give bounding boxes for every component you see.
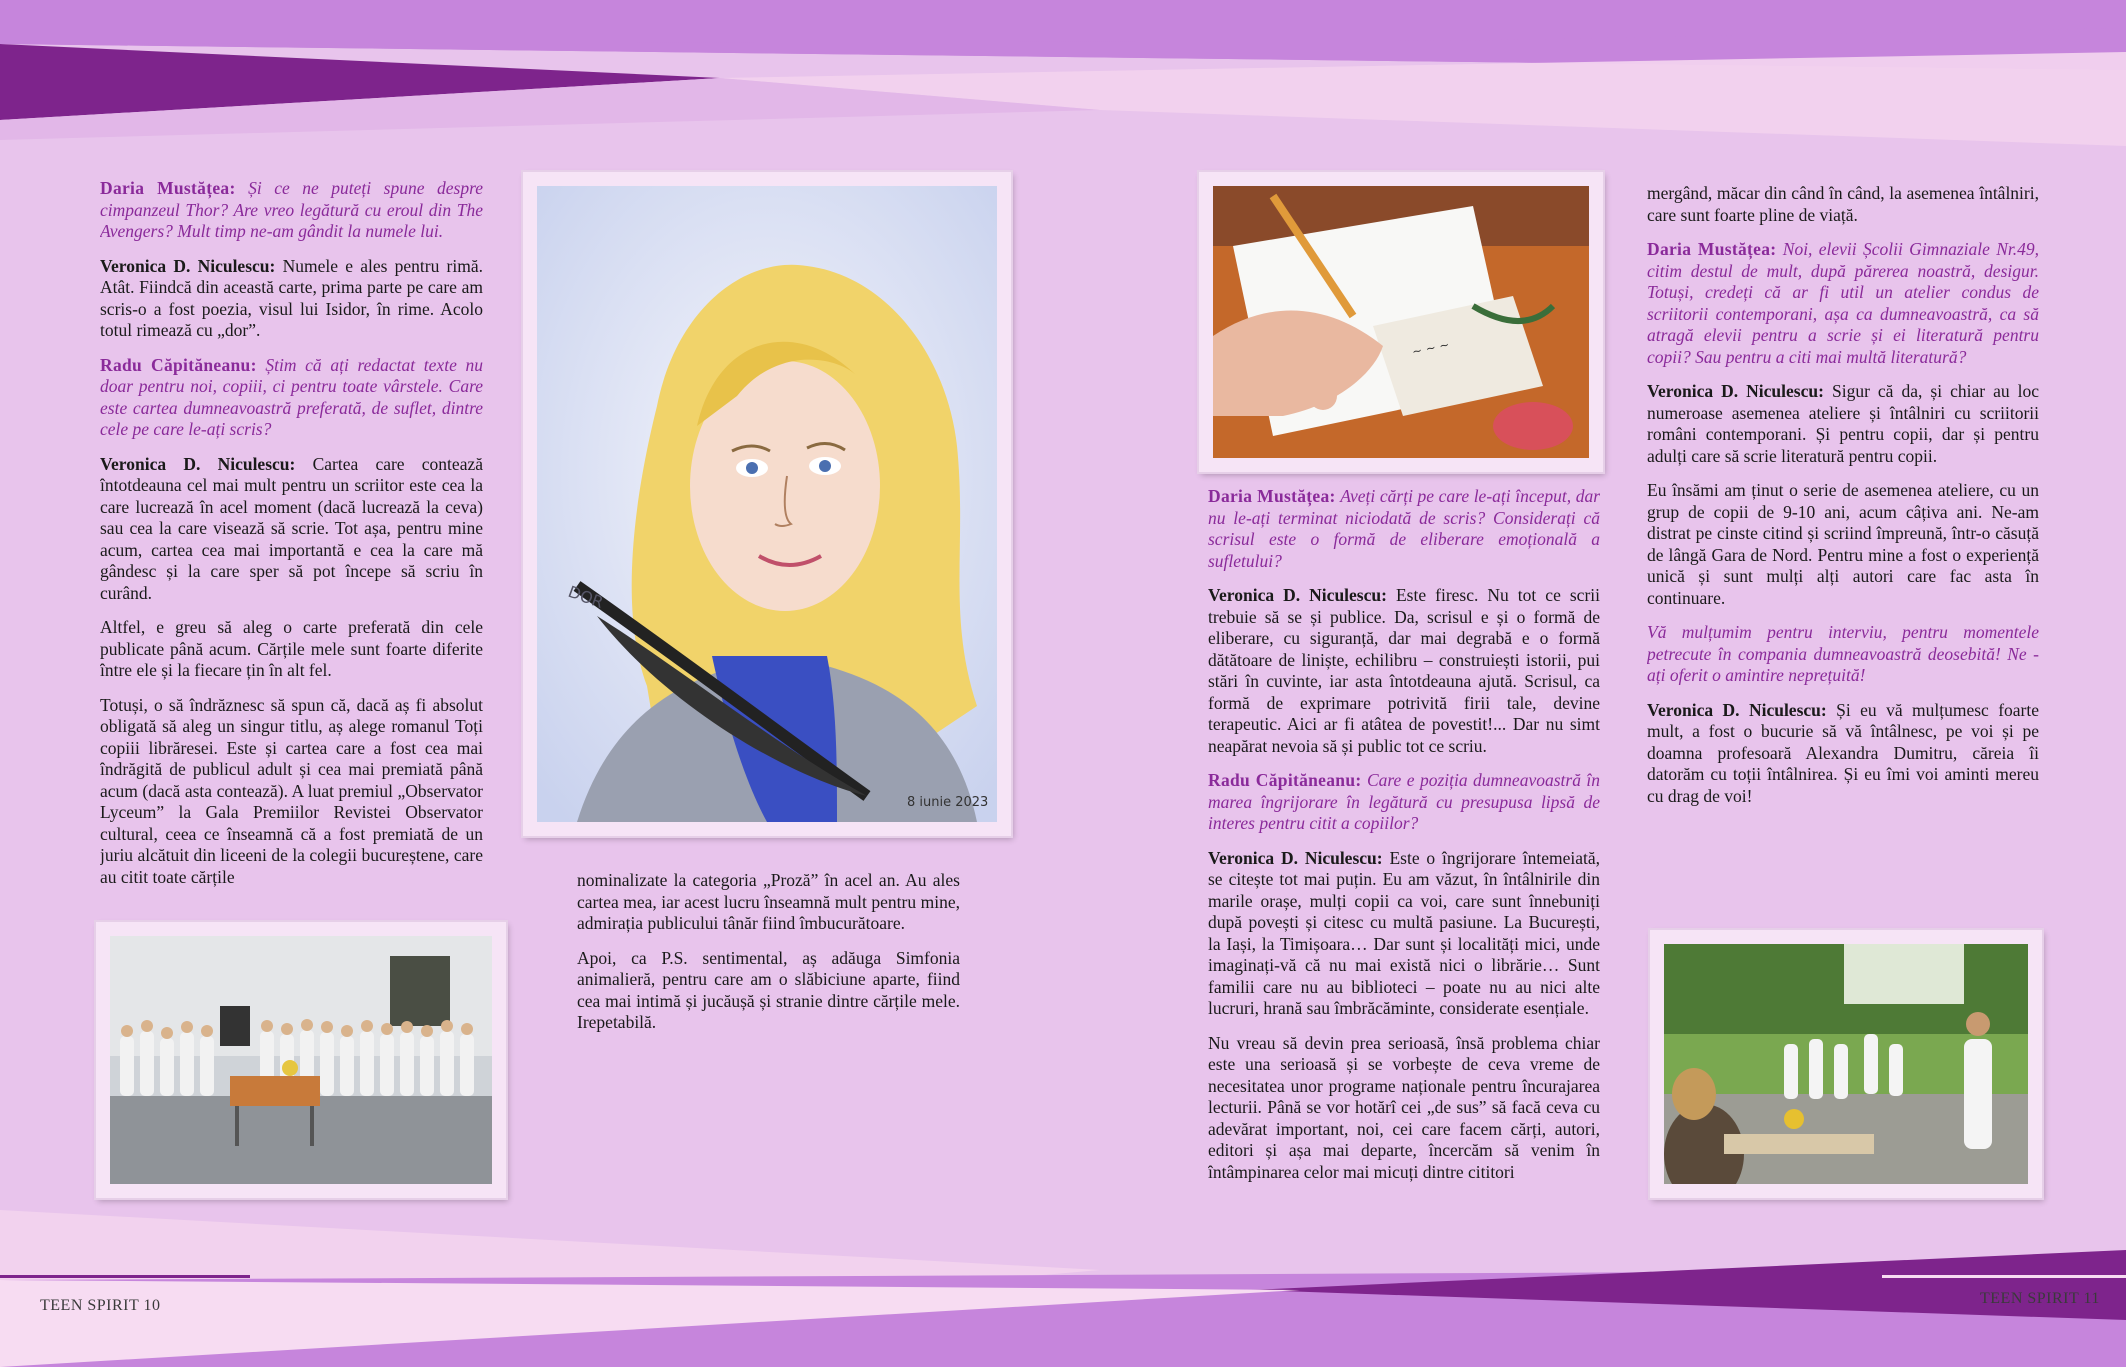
page-number-left: TEEN SPIRIT 10 <box>40 1297 161 1314</box>
paragraph-text: Eu însămi am ținut o serie de asemenea ateliere, cu un grup de copii de 9-10 ani, acum câțiva ani. Ne-am distrat pe cinste citind și scriind împreună, într-o căsuță de lângă Gara de Nord. Pentru mine a fost o experiență unică și sunt mulți alți autori care fac asta în continuare. <box>1647 480 2039 608</box>
speaker-name: Daria Mustățea: <box>1208 486 1336 506</box>
outdoor-event-photo <box>1664 944 2028 1184</box>
interview-question <box>1647 239 2039 368</box>
portrait-drawing-frame <box>523 172 1011 836</box>
interview-answer <box>1208 585 1600 757</box>
outdoor-event-photo-frame <box>1650 930 2042 1198</box>
interview-question <box>100 355 483 441</box>
speaker-name: Radu Căpităneanu: <box>1208 770 1362 790</box>
interview-question <box>1647 622 2039 687</box>
paragraph-text: Este o îngrijorare întemeiată, se citește tot mai puțin. Eu am văzut, în întâlnirile din marile orașe, mulți copii ca voi, care sunt înnebuniți după povești și citesc cu multă pasiune. La București, la Iași, la Timișoara… Dar sunt și localități mici, unde imaginați-vă că nu mai există nici o librărie… Sunt familii care nu au biblioteci – poate nu au nici alte lucruri, hrană sau îmbrăcăminte, considerate esențiale. <box>1208 847 1600 1018</box>
interview-column-4 <box>1647 183 2039 823</box>
interview-answer <box>1208 1033 1600 1184</box>
drawing-signature: 8 iunie 2023 <box>907 795 989 810</box>
speaker-name: Veronica D. Niculescu: <box>1647 699 1827 720</box>
interview-answer <box>100 454 483 605</box>
group-photo <box>110 936 492 1184</box>
book-signing-photo <box>1213 186 1589 458</box>
paragraph-text: Și eu vă mulțumesc foarte mult, a fost o bucurie să vă întâlnesc, pe voi și pe doamna profesoară Alexandra Dumitru, căreia îi datorăm cu toții întâlnirea. Și eu îmi voi aminti mereu cu drag de voi! <box>1647 699 2039 806</box>
paragraph-text: Aveți cărți pe care le-ați început, dar nu le-ați terminat niciodată de scris? Considerați că scrisul este o formă de eliberare emoțională a sufletului? <box>1208 486 1600 571</box>
paragraph-text: Știm că ați redactat texte nu doar pentru noi, copiii, ci pentru toate vârstele. Care este cartea dumneavoastră preferată, de suflet, dintre cele pe care le-ați scris? <box>100 354 483 439</box>
paragraph-text: Apoi, ca P.S. sentimental, aș adăuga Simfonia animalieră, pentru care am o slăbiciune aparte, fiind cea mai intimă și jucăușă și stranie dintre cărțile mele. Irepetabilă. <box>577 947 960 1032</box>
interview-answer <box>100 695 483 889</box>
paragraph-text: nominalizate la categoria „Proză” în acel an. Au ales cartea mea, iar acest lucru înseamnă mult pentru mine, admirația publicului tânăr fiind îmbucurătoare. <box>577 870 960 933</box>
interview-question <box>1208 770 1600 835</box>
interview-column-1 <box>100 178 483 913</box>
portrait-drawing <box>537 186 997 822</box>
speaker-name: Veronica D. Niculescu: <box>100 255 276 276</box>
interview-column-3 <box>1208 486 1600 1206</box>
paragraph-text: Sigur că da, și chiar au loc numeroase asemenea ateliere și întâlniri cu scriitorii români contemporani. Și pentru copii, dar și pentru adulți care să scrie literatură pentru copii. <box>1647 381 2039 466</box>
interview-answer <box>1647 480 2039 609</box>
interview-answer <box>1647 381 2039 467</box>
interview-question <box>1208 486 1600 572</box>
page-number-right: TEEN SPIRIT 11 <box>1980 1290 2100 1307</box>
speaker-name: Daria Mustățea: <box>1647 239 1777 259</box>
paragraph-text: Nu vreau să devin prea serioasă, însă problema chiar este una serioasă și se vorbește de ceva vreme de necesitatea unor programe naționale pentru încurajarea lecturii. Până se vor hotărî cei „de sus” să facă ceva cu adevărat important, noi, cei care facem cărți, autori, editori și așa mai departe, încercăm să venim în întâmpinarea celor mai micuți dintre cititori <box>1208 1032 1600 1182</box>
speaker-name: Daria Mustățea: <box>100 178 236 198</box>
interview-answer <box>100 617 483 682</box>
interview-answer <box>1647 183 2039 226</box>
interview-answer <box>1647 700 2039 808</box>
interview-answer <box>577 948 960 1034</box>
paragraph-text: Vă mulțumim pentru interviu, pentru momentele petrecute în compania dumneavoastră deosebită! Ne -ați oferit o amintire neprețuită! <box>1647 622 2039 685</box>
interview-answer <box>1208 848 1600 1020</box>
paragraph-text: mergând, măcar din când în când, la asemenea întâlniri, care sunt foarte pline de viață. <box>1647 183 2039 225</box>
speaker-name: Veronica D. Niculescu: <box>100 453 296 474</box>
paragraph-text: Noi, elevii Școlii Gimnaziale Nr.49, citim destul de mult, după părerea noastră, desigur. Totuși, credeți că ar fi util un atelier condus de scriitorii contemporani, așa ca dumneavoastră, ca să atragă elevii pentru a scrie și ei literatură pentru copii? Sau pentru a citi mai multă literatură? <box>1647 239 2039 367</box>
speaker-name: Veronica D. Niculescu: <box>1208 585 1387 605</box>
interview-question <box>100 178 483 243</box>
paragraph-text: Numele e ales pentru rimă. Atât. Fiindcă din această carte, prima parte pe care am scris-o a fost poezia, visul lui Isidor, în rime. Acolo totul rimează cu „dor”. <box>100 255 483 340</box>
speaker-name: Radu Căpităneanu: <box>100 354 257 375</box>
paragraph-text: Este firesc. Nu tot ce scrii trebuie să se și publice. Da, scrisul e și o formă de eliberare, cu siguranță, dar mai degrabă e o formă dătătoare de liniște, echilibru – construiești istorii, pui stări în cuvinte, iar asta întotdeauna ajută. Scrisul, ca formă de exprimare potrivită firii tale, devine terapeutic. Aici ar fi atâtea de povestit!... Dar nu simt neapărat nevoia să și public tot ce scriu. <box>1208 585 1600 756</box>
paragraph-text: Și ce ne puteți spune despre cimpanzeul Thor? Are vreo legătură cu eroul din The Avengers? Mult timp ne-am gândit la numele lui. <box>100 178 483 241</box>
paragraph-text: Totuși, o să îndrăznesc să spun că, dacă aș fi absolut obligată să aleg un singur titlu, aș alege romanul Toți copiii librăresei. Este și cartea care a fost cea mai îndrăgită de publicul adult și cea mai premiată până acum (dacă asta contează). A luat premiul „Observator Lyceum” la Gala Premiilor Revistei Observator cultural, ceea ce înseamnă că a fost premiată de un juriu alcătuit din liceeni de la colegii bucureștene, care au citit toate cărțile <box>100 694 483 887</box>
feather-inscription: DOR <box>565 581 606 613</box>
interview-answer <box>100 256 483 342</box>
paragraph-text: Altfel, e greu să aleg o carte preferată din cele publicate până acum. Cărțile mele sunt foarte diferite între ele și la fiecare țin în alt fel. <box>100 617 483 680</box>
paragraph-text: Cartea care contează întotdeauna cel mai mult pentru un scriitor este cea la care lucrează în acel moment (dacă lucrează la ceva) sau cea la care visează să scrie. Tot așa, pentru mine acum, cartea cea mai importantă e cea la care mă gândesc și la care sper să pot începe să scriu în curând. <box>100 453 483 603</box>
interview-column-2 <box>577 870 960 1070</box>
speaker-name: Veronica D. Niculescu: <box>1647 381 1824 401</box>
speaker-name: Veronica D. Niculescu: <box>1208 847 1383 868</box>
paragraph-text: Care e poziția dumneavoastră în marea îngrijorare în legătură cu presupusa lipsă de interes pentru citit a copiilor? <box>1208 770 1600 833</box>
svg-text:~ ~ ~: ~ ~ ~ <box>1410 337 1451 359</box>
interview-answer <box>577 870 960 935</box>
book-signing-photo-frame <box>1199 172 1603 472</box>
group-photo-frame <box>96 922 506 1198</box>
